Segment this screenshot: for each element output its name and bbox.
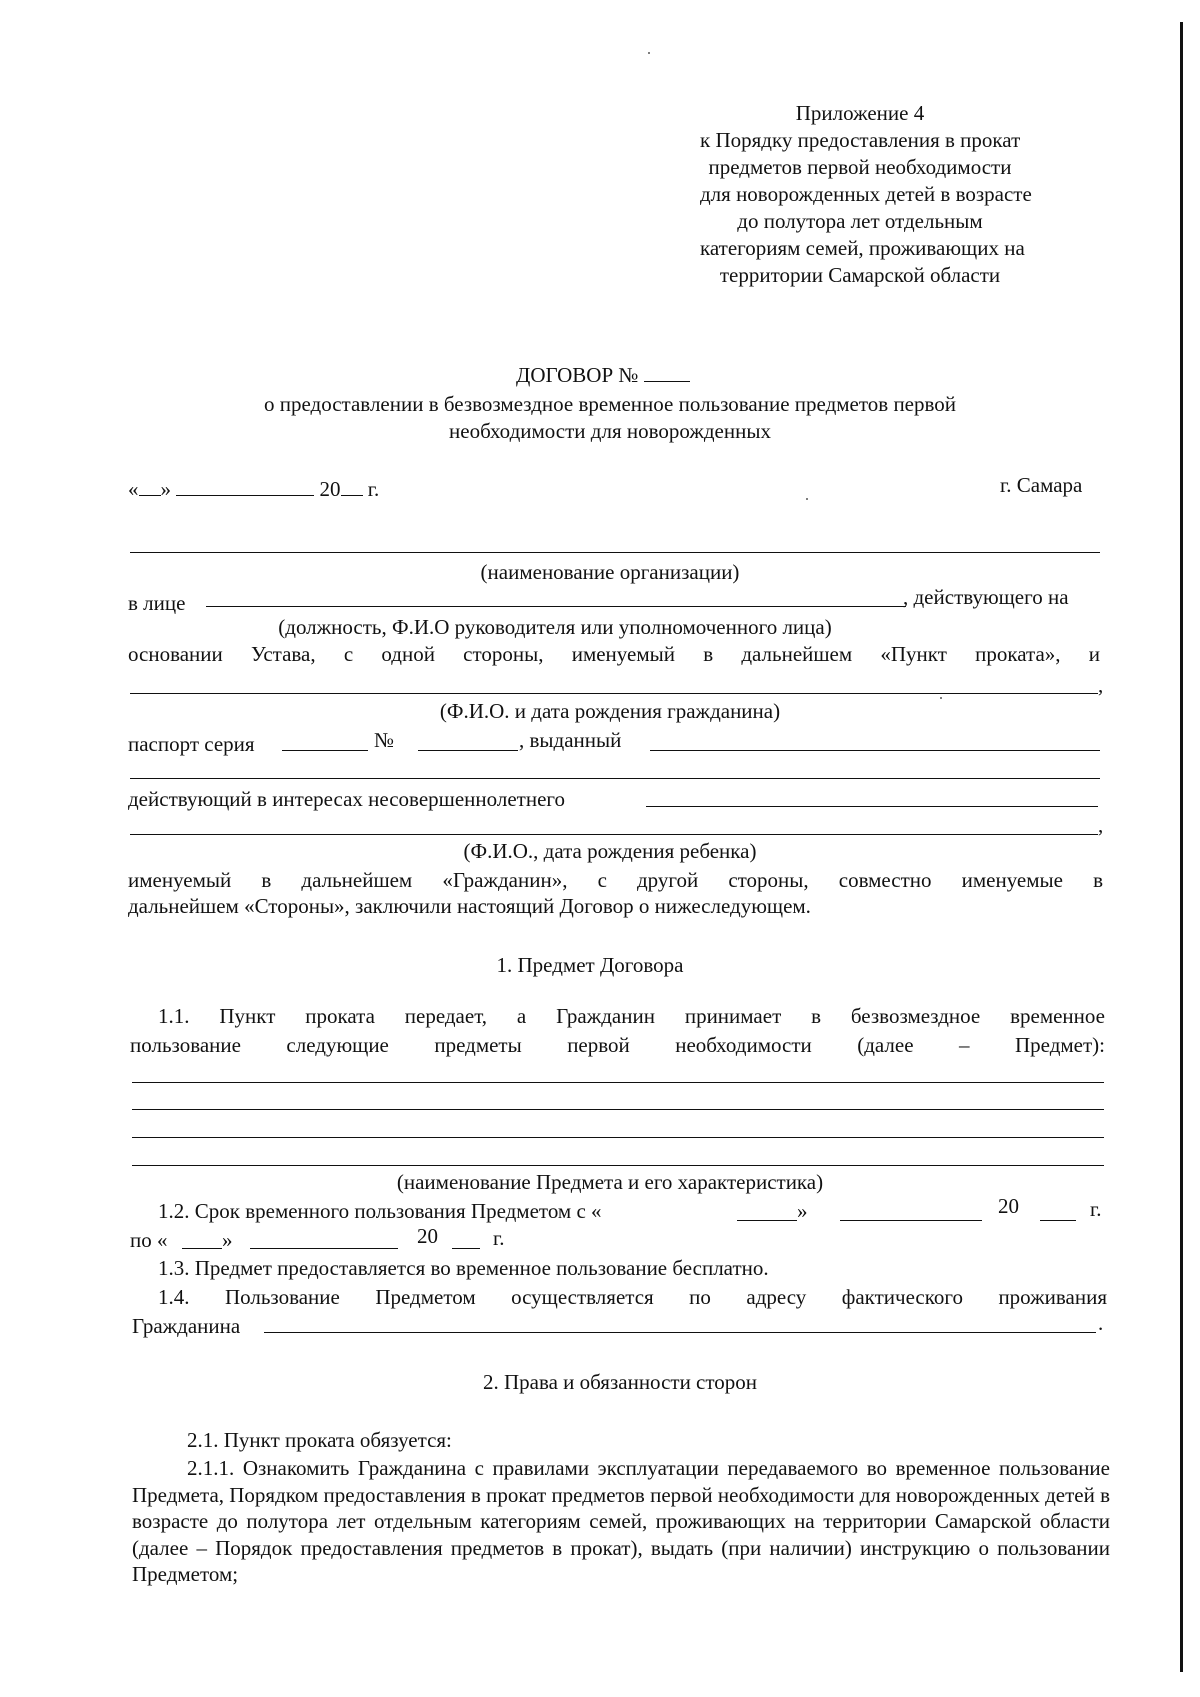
representative-caption: (должность, Ф.И.О руководителя или уполномоченного лица) <box>278 615 832 639</box>
year-suffix: г. <box>493 1226 505 1250</box>
child-field[interactable] <box>646 806 1098 807</box>
contract-title-text: ДОГОВОР № <box>516 363 639 387</box>
child-caption: (Ф.И.О., дата рождения ребенка) <box>463 839 757 863</box>
scan-edge-line <box>1180 22 1183 1672</box>
start-month-field[interactable] <box>840 1220 982 1221</box>
named-line: дальнейшем «Стороны», заключили настоящий Договор о нижеследующем. <box>128 894 811 918</box>
item-caption: (наименование Предмета и его характеристика) <box>396 1170 824 1194</box>
contract-title <box>516 362 690 388</box>
citizen-caption: (Ф.И.О. и дата рождения гражданина) <box>439 699 781 723</box>
organization-field[interactable] <box>130 552 1100 553</box>
start-day-field[interactable] <box>737 1220 797 1221</box>
section-2-title: 2. Права и обязанности сторон <box>482 1370 758 1394</box>
quote-close: » <box>222 1228 233 1252</box>
year-prefix: 20 <box>417 1224 438 1248</box>
acting-on-label: , действующего на <box>903 585 1069 609</box>
appendix-line: до полутора лет отдельным <box>737 209 983 233</box>
address-field[interactable] <box>264 1332 1096 1333</box>
number-sign: № <box>374 728 395 752</box>
item-field-2[interactable] <box>132 1109 1104 1110</box>
passport-issued-field[interactable] <box>650 750 1100 751</box>
year-suffix: г. <box>1090 1197 1102 1221</box>
citizen-field[interactable] <box>130 693 1098 694</box>
appendix-line: к Порядку предоставления в прокат <box>700 128 1021 152</box>
scan-speck <box>806 498 808 500</box>
day-blank[interactable] <box>139 477 161 496</box>
contract-subtitle: о предоставлении в безвозмездное временное пользование предметов первой <box>263 392 957 416</box>
item-field-3[interactable] <box>132 1137 1104 1138</box>
paragraph-2-1: 2.1. Пункт проката обязуется: <box>187 1428 452 1452</box>
appendix-line: для новорожденных детей в возрасте <box>700 182 1032 206</box>
end-year-field[interactable] <box>452 1248 480 1249</box>
appendix-line: категориям семей, проживающих на <box>700 236 1025 260</box>
appendix-line: Приложение 4 <box>795 101 925 125</box>
passport-series-label: паспорт серия <box>128 732 255 756</box>
paragraph-2-1-1: 2.1.1. Ознакомить Гражданина с правилами эксплуатации передаваемого во временное пользование Предмета, Порядком предоставления в прокат предметов первой необходимости для новорожденных детей в возрасте до полутора лет отдельным категориям семей, проживающих на территории Самарской области (далее – Порядок предоставления предметов в прокат), выдать (при наличии) инструкцию о пользовании Предметом; <box>132 1456 1110 1586</box>
contract-number-blank[interactable] <box>644 363 690 382</box>
acting-for-label: действующий в интересах несовершеннолетнего <box>128 787 565 811</box>
basis-line: основании Устава, с одной стороны, именуемый в дальнейшем «Пункт проката», и <box>128 642 1100 666</box>
start-year-field[interactable] <box>1040 1220 1076 1221</box>
passport-number-field[interactable] <box>418 750 518 751</box>
item-field-1[interactable] <box>132 1082 1104 1083</box>
to-label: по « <box>130 1228 168 1252</box>
year-blank[interactable] <box>341 477 363 496</box>
contract-subtitle: необходимости для новорожденных <box>449 419 771 443</box>
organization-caption: (наименование организации) <box>480 560 740 584</box>
end-day-field[interactable] <box>182 1248 222 1249</box>
quote-close: » <box>797 1199 808 1223</box>
paragraph-1-2: 1.2. Срок временного пользования Предметом с « <box>158 1199 602 1223</box>
period: . <box>1098 1311 1104 1335</box>
in-person-label: в лице <box>128 591 186 615</box>
paragraph-1-4: 1.4. Пользование Предметом осуществляется по адресу фактического проживания <box>158 1285 1107 1309</box>
comma: , <box>1098 813 1104 837</box>
section-1-title: 1. Предмет Договора <box>496 953 684 977</box>
comma: , <box>1098 673 1104 697</box>
passport-series-field[interactable] <box>282 750 368 751</box>
city-label: г. Самара <box>1000 473 1083 497</box>
scan-speck <box>648 52 650 54</box>
named-line: именуемый в дальнейшем «Гражданин», с другой стороны, совместно именуемые в <box>128 868 1103 892</box>
representative-field[interactable] <box>206 606 906 607</box>
appendix-line: предметов первой необходимости <box>708 155 1012 179</box>
date-line: « » 20 г. <box>128 477 380 501</box>
paragraph-1-4-cont: Гражданина <box>132 1314 241 1338</box>
child-field-continued[interactable] <box>130 834 1098 835</box>
paragraph-1-3: 1.3. Предмет предоставляется во временное пользование бесплатно. <box>158 1256 769 1280</box>
paragraph-1-1-cont: пользование следующие предметы первой необходимости (далее – Предмет): <box>130 1033 1105 1057</box>
end-month-field[interactable] <box>250 1248 398 1249</box>
item-field-4[interactable] <box>132 1165 1104 1166</box>
year-prefix: 20 <box>998 1194 1019 1218</box>
passport-issued-field-continued[interactable] <box>130 778 1100 779</box>
appendix-line: территории Самарской области <box>719 263 1001 287</box>
paragraph-1-1: 1.1. Пункт проката передает, а Гражданин принимает в безвозмездное временное <box>158 1004 1105 1028</box>
issued-label: , выданный <box>519 728 622 752</box>
scan-speck <box>940 697 942 699</box>
month-blank[interactable] <box>176 477 314 496</box>
